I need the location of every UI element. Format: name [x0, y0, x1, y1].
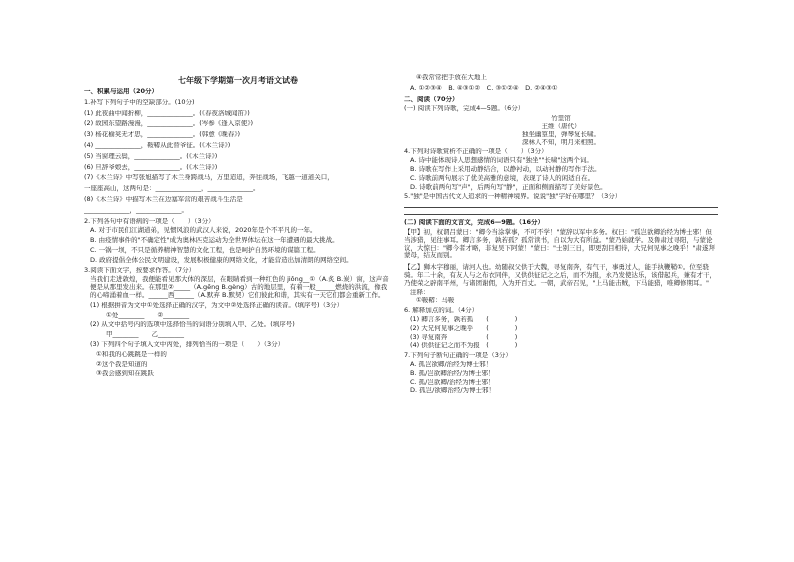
q1-item: (3) 杨花榆荚无才思，______________。(韩愈《晚春》): [84, 131, 241, 139]
q7-option-b: B. 孤/岂欲卿治经/为博士邪！: [410, 369, 495, 377]
q7-option-a: A. 孤岂欲卿/治经为博士邪！: [410, 360, 493, 368]
q1-items: [84, 110, 392, 215]
q7-option-c: C. 孤/岂欲卿/治经为博士邪！: [410, 378, 495, 386]
q3-sub3-opt2: ②这个我是知道的: [96, 360, 148, 368]
q1-item: ______________，______________。: [84, 206, 188, 214]
q1-item: (1) 此夜曲中闻折柳，______________。(《春夜洛城闻笛》): [84, 109, 250, 117]
q5-stem: 5."独"是中国古代文人追求的一种精神境界。说说"独"字好在哪里？（3分）: [404, 193, 622, 201]
q4-option-b: B. 诗歌在写作上采用动静结合，以静衬动，以动衬静的写作手法。: [410, 164, 601, 173]
q6-stem: 6. 解释加点的词。（4分）: [404, 307, 479, 315]
q3-sub1-slots: ①处________ ②________: [106, 311, 190, 319]
left-column: [84, 88, 392, 378]
q3-sub3: (3) 下列四个句子填入文中丙处，排列恰当的一项是（ ）（3分）: [90, 340, 285, 348]
q6-item: (1) 卿言多务，孰若孤 ( ): [410, 315, 518, 323]
answer-line: [404, 214, 718, 215]
r-q3-opt4: ④我常常把手放在大地上: [416, 74, 487, 81]
q1-item: 一座座高山，这两句是：______________，______________。: [84, 185, 260, 193]
q3-stem: 3.阅读下面文字，按要求作答。（7分）: [84, 266, 196, 274]
q6-item: (4) 供供征记之而不为报 ( ): [410, 342, 518, 350]
q2-stem: 2.下列各句中有语病的一项是（ ）（3分）: [84, 217, 215, 225]
passage-yi: 【乙】狮木字穆丽，请河人也。幼随叔父供于大魏，寻复南奔，有气干，事勇过人，能手执鞭鞘①。位至骁骑。年二十余，有友人与之布衣同伴，又供供征记之之后，而不为报，永乃发使达乐，该借起兵，兼有才干，乃使荣之辟南平州，与诸团谢佣，入为开百丈。一朝，武帝召见，"上马能击贼，下马能猎，唯卿修期耳。": [404, 263, 716, 287]
passage-jia: 【甲】初，权谓吕蒙曰："卿今当涂掌事，不可不学！"蒙辞以军中多务。权曰："孤岂欲卿治经为博士邪！但当涉猎，见往事耳。卿言多务，孰若孤？孤常读书，自以为大有所益。"蒙乃始就学。及鲁肃过寻阳，与蒙论议，大惊曰："卿今者才略，非复吴下阿蒙！"蒙曰："士别三日，即更刮目相待，大兄何见事之晚乎！"肃遂拜蒙母，结友而别。: [404, 227, 715, 260]
note-heading: 注释：: [410, 288, 430, 296]
q2-option-d: D. 政府提倡全体公民文明建设，发展积极健康的网络文化，才能营造出加清朗的网络空间。: [90, 255, 353, 264]
q7-option-d: D. 孤岂/欲卿治经/为博士邪！: [410, 387, 496, 395]
q6-item: (3) 寻复南奔 ( ): [410, 333, 518, 341]
page-title: 七年级下学期第一次月考语文试卷: [178, 76, 298, 85]
poem-block: [404, 115, 718, 146]
q4-stem: 4.下列对诗歌赏析不正确的一项是（ ）（3分）: [404, 148, 548, 156]
section-two-heading: 二、阅读（70分）: [404, 95, 459, 103]
subsection-two: (二) 阅读下面的文言文，完成6—9题。（16分）: [404, 219, 545, 227]
q4-option-a: A. 诗中能体现诗人思想感情的词语只有"独坐""长啸"这两个词。: [410, 156, 593, 165]
poem-author: 王维（唐代）: [541, 122, 581, 130]
q3-sub3-opt1: ①和我的心跳跳是一样的: [96, 350, 167, 358]
q1-item: (5) 当窗理云鬓，______________。(《木兰诗》): [84, 152, 218, 160]
q1-item: (4) ______________，鞍鞯从此替爷征。(《木兰诗》): [84, 141, 231, 149]
q3-sub2: (2) 从文中括号内的选项中选择恰当的词语分别填入甲、乙处。(填序号): [90, 321, 295, 329]
q4-option-d: D. 诗歌前两句写"声"，后两句写"静"，正面和侧面描写了美好景色。: [410, 182, 607, 191]
note-item: ①鞍鞯：马鞍: [416, 297, 455, 305]
subsection-one: (一) 阅读下列诗歌，完成4—5题。（6分）: [404, 105, 525, 113]
right-column: [404, 74, 718, 395]
q7-stem: 7.下列句子断句正确的一项是（3分）: [404, 352, 512, 360]
q2-option-a: A. 对于市民们江湖道弟，见惯风浪的武汉人来说，2020年是个不平凡的一年。: [90, 226, 317, 235]
section-one-heading: 一、积累与运用（20分）: [84, 88, 159, 95]
poem-title: 竹里馆: [551, 115, 571, 123]
q3-sub2-slots: 甲________ 乙________: [106, 331, 184, 339]
q1-item: (8)《木兰诗》中描写木兰在边塞军营的艰苦战斗生活是: [84, 195, 243, 203]
q1-item: (6) 旦辞爷娘去，______________。(《木兰诗》): [84, 163, 218, 171]
poem-line: 深林人不知，明月来相照。: [522, 138, 600, 146]
q2-option-b: B. 由疫情事件的"不确定性"成为奥林匹克运动为全世界体坛在这一年遭遇的最大挑战。: [90, 236, 339, 245]
q6-item: (2) 大兄何见事之晚乎 ( ): [410, 324, 518, 332]
q3-sub3-opt3: ③我会感到知在跳跃: [96, 370, 154, 378]
q1-item: (2) 故园东望路漫漫，______________。(岑参《逢入京使》): [84, 120, 254, 128]
q3-sub1: (1) 根据拼音为文中①处选择正确的汉字，为文中②处选择正确的读音。(填序号)（3分）: [90, 301, 344, 309]
q1-stem: 1.补写下列句子中的空缺部分。(10分): [84, 98, 195, 106]
r-q3-choices: A. ①②③④ B. ④③①② C. ③①②④ D. ②④③①: [410, 84, 558, 92]
q3-passage: 当我们走进敦煌，我便能看见那大体的深层，在眼睛看到一种红色的 jiǒng__①（A.炙 B.炭）窗，这声音便是从那里发出来。在那里②_____（A.gēng B.gèng）古的地层里，有着一般______燃烧的洪流，像我的心啼涌着血一样。______西______（A.默弃 B.默契）它们彼此和谐，其实有一天它们都会重新工作。: [90, 275, 389, 299]
q1-item: (7)《木兰诗》中写张旭描写了木兰身跨战马，万里迢迢，奔往战场，飞越一道道关口，: [84, 174, 334, 182]
q2-option-c: C. 一锅一坝，不只是循养精神智慧的文化工程，也是呵护自然环境的谋篇工程。: [90, 245, 320, 254]
answer-line: [404, 207, 718, 208]
q4-option-c: C. 诗歌前两句展示了优美高雅的意境，表现了诗人的闲适自在。: [410, 173, 595, 182]
poem-line: 独坐幽篁里，弹琴复长啸。: [522, 130, 600, 138]
